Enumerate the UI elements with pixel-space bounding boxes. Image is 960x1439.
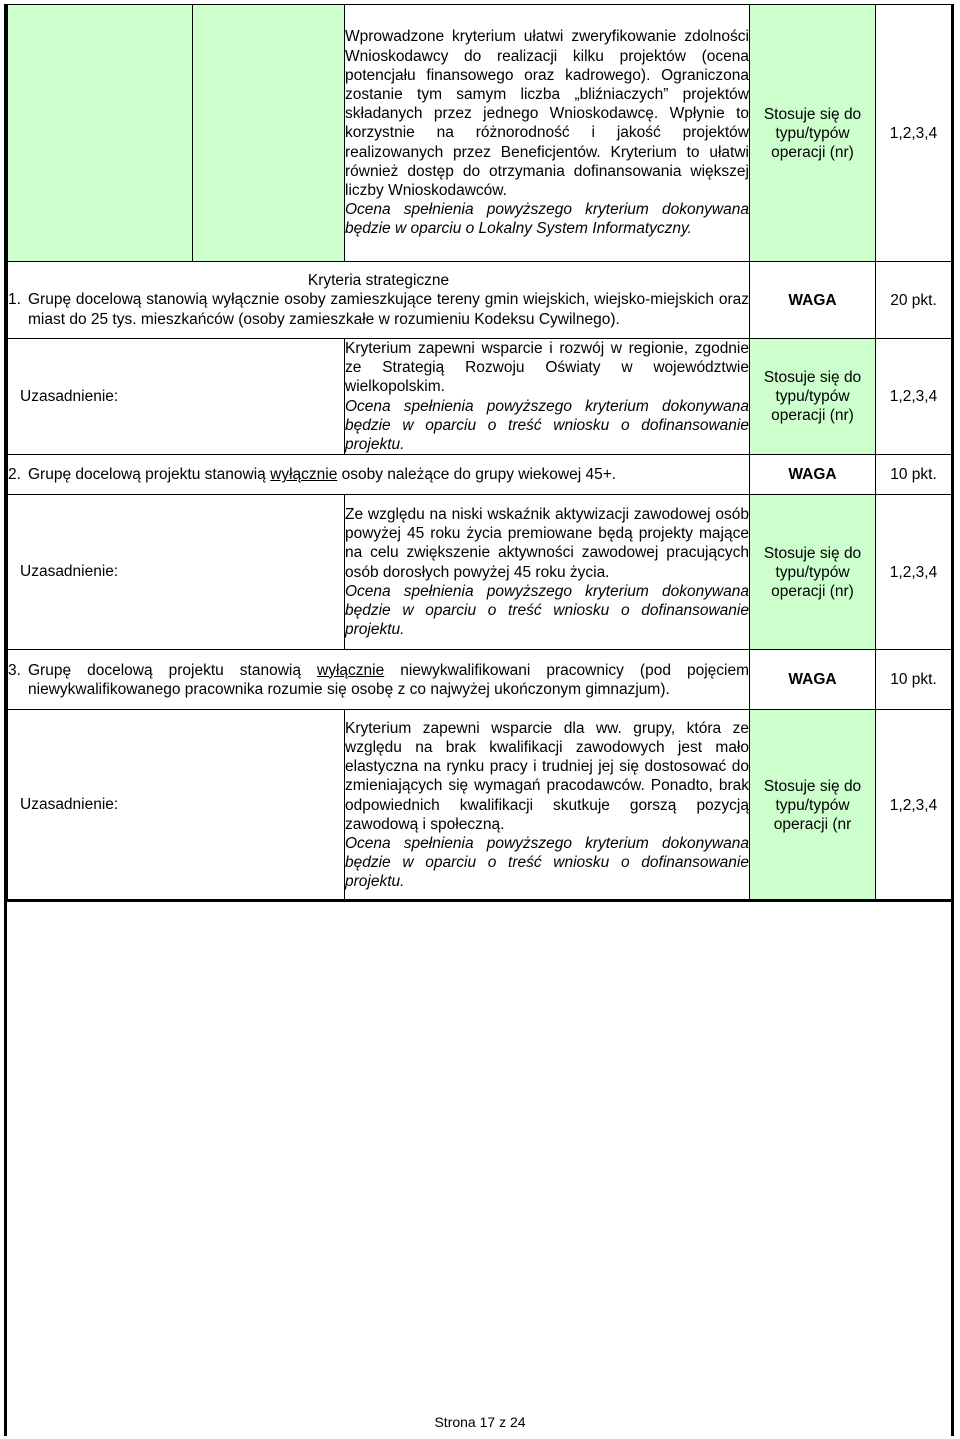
applies-text: Stosuje się do typu/typów operacji (nr) [763,105,862,161]
strategic-header: Kryteria strategiczne [307,272,450,290]
points-cell [876,650,952,710]
criterion-text-underlined: wyłącznie [317,661,385,679]
strategic-criterion-row [8,262,952,339]
criterion-text-part: niewykwalifikowani pracownicy (pod pojęciem niewykwalifikowanego pracownika rozumie się osobę z co najwyżej ukończonym gimnazjum). [28,661,749,698]
strategic-criterion-row [8,455,952,495]
ops-text: 1,2,3,4 [889,796,938,814]
weight-label-cell [750,455,876,495]
ops-text: 1,2,3,4 [889,388,938,406]
justification-label-cell [8,710,345,901]
weight-label: WAGA [788,671,837,689]
applies-cell [750,339,876,455]
criterion-item [8,465,749,484]
weight-label: WAGA [788,291,837,309]
criterion-text-part: Grupę docelową projektu stanowią [28,661,318,679]
justification-label-cell [8,339,345,455]
applies-cell [750,710,876,901]
justification-text-cell [345,495,750,650]
justification-row [8,339,952,455]
justification-text-cell [345,710,750,901]
ops-cell [876,495,952,650]
applies-text: Stosuje się do typu/typów operacji (nr [763,777,862,833]
criterion-text [28,661,749,699]
criterion-text: Grupę docelową stanowią wyłącznie osoby zamieszkujące tereny gmin wiejskich, wiejsko-miejskich oraz miast do 25 tys. mieszkańców (osoby zamieszkałe w rozumieniu Kodeksu Cywilnego). [28,291,749,328]
assessment-text: Ocena spełnienia powyższego kryterium dokonywana będzie w oparciu o Lokalny System Informatyczny. [345,201,749,238]
applies-cell [750,495,876,650]
ops-cell [876,339,952,455]
justification-label-cell [8,495,345,650]
document-page [4,4,954,1436]
weight-label: WAGA [788,466,837,484]
criterion-text-part: Grupę docelową projektu stanowią [28,466,271,484]
points-cell [876,262,952,339]
strategic-criterion-cell [8,455,750,495]
justification-text: Ze względu na niski wskaźnik aktywizacji zawodowej osób powyżej 45 roku życia premiowane będą projekty mające na celu zwiększenie aktywności zawodowej pracujących osób dorosłych powyżej 45 roku życia. [345,506,749,581]
weight-label-cell [750,262,876,339]
ops-cell [876,5,952,262]
criterion-row-continuation [8,5,952,262]
description-text: Wprowadzone kryterium ułatwi zweryfikowanie zdolności Wnioskodawcy do realizacji kilku projektów (ocena potencjału finansowego oraz kadrowego). Ograniczona zostanie tym samym liczba „bliźniaczych” projektów składanych przez jednego Wnioskodawcę. Wpłynie to korzystnie na różnorodność i jakość projektów realizowanych przez Beneficjentów. Kryterium to ułatwi również dostęp do otrzymania dofinansowania większej liczby Wnioskodawców. [345,28,749,199]
assessment-text: Ocena spełnienia powyższego kryterium dokonywana będzie w oparciu o treść wniosku o dofinansowanie projektu. [345,397,749,454]
criterion-text [28,465,749,484]
criterion-item [8,661,749,699]
justification-text: Kryterium zapewni wsparcie dla ww. grupy, która ze względu na brak kwalifikacji zawodowych jest mało elastyczna na rynku pracy i trudniej jej się dostosować do zmieniających się wymagań pracodawców. Ponadto, brak odpowiednich kwalifikacji skutkuje gorszą pozycją zawodową i społeczną. [345,719,749,833]
points-value: 10 pkt. [890,466,937,484]
criterion-text-underlined: wyłącznie [270,466,338,484]
criterion-text-part: osoby należące do grupy wiekowej 45+. [337,466,617,484]
applies-cell [750,5,876,262]
criterion-number: 2. [8,466,21,484]
justification-row [8,495,952,650]
ops-text: 1,2,3,4 [889,563,938,581]
assessment-text: Ocena spełnienia powyższego kryterium dokonywana będzie w oparciu o treść wniosku o dofinansowanie projektu. [345,835,749,891]
table-bottom-rule [7,899,951,902]
ops-cell [876,710,952,901]
criterion-item [8,290,749,328]
justification-label: Uzasadnienie: [20,563,119,581]
strategic-criterion-cell [8,650,750,710]
strategic-criterion-row [8,650,952,710]
weight-label-cell [750,650,876,710]
justification-label: Uzasadnienie: [20,387,119,405]
strategic-criterion-cell [8,262,750,339]
left-column-cell [8,5,193,262]
criterion-number: 1. [8,291,21,309]
left-column-cell [193,5,345,262]
justification-text-cell [345,339,750,455]
ops-text: 1,2,3,4 [889,124,938,142]
criterion-number: 3. [8,661,21,679]
applies-text: Stosuje się do typu/typów operacji (nr) [763,369,862,425]
justification-text: Kryterium zapewni wsparcie i rozwój w regionie, zgodnie ze Strategią Rozwoju Oświaty w województwie wielkopolskim. [345,340,749,396]
page-footer: Strona 17 z 24 [434,1414,526,1430]
points-value: 10 pkt. [890,671,937,689]
criteria-table [7,4,952,901]
assessment-text: Ocena spełnienia powyższego kryterium dokonywana będzie w oparciu o treść wniosku o dofinansowanie projektu. [345,582,749,639]
justification-row [8,710,952,901]
applies-text: Stosuje się do typu/typów operacji (nr) [763,544,862,600]
points-value: 20 pkt. [890,291,937,309]
points-cell [876,455,952,495]
justification-label: Uzasadnienie: [20,796,119,814]
criterion-description [345,5,750,262]
